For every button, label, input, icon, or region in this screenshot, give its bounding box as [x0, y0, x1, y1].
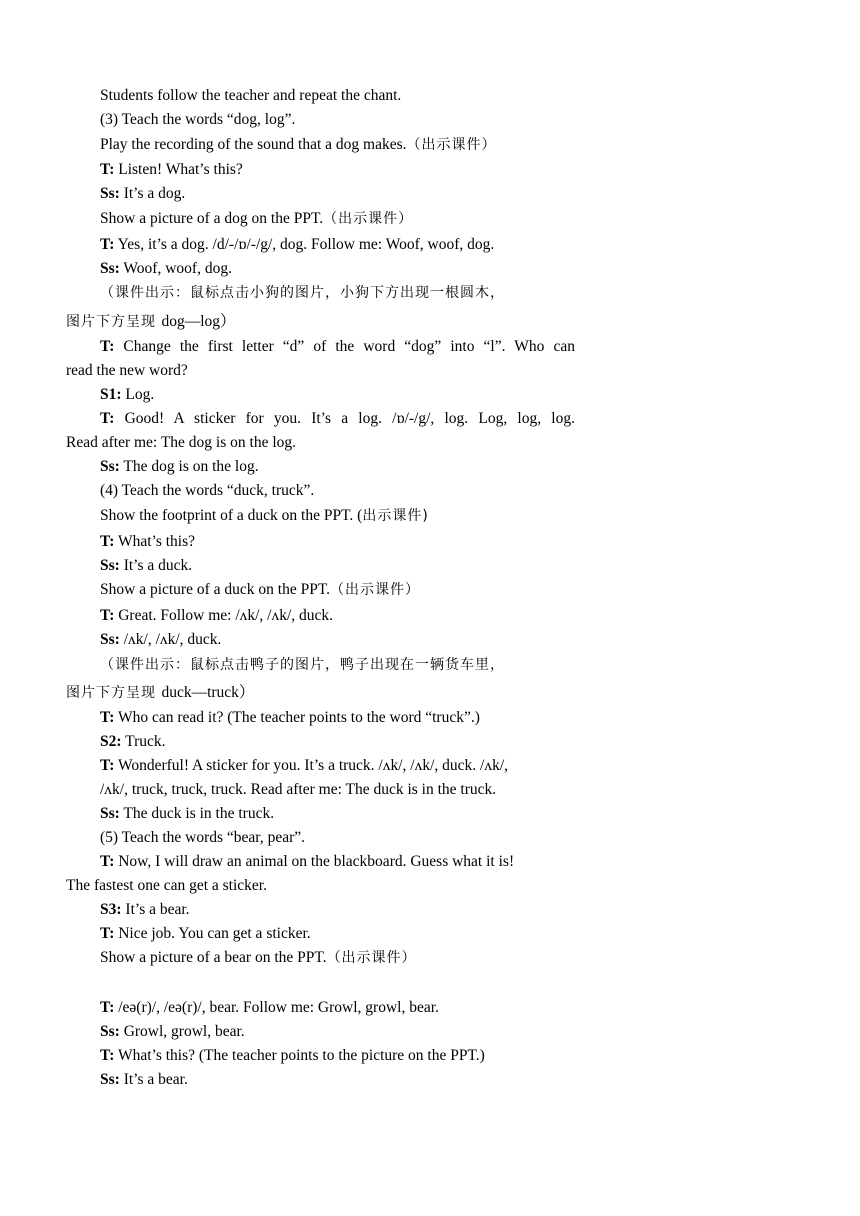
dialogue-line: T: Good! A sticker for you. It’s a log. /ɒ/-/g/, log. Log, log, log. [100, 410, 575, 427]
dialogue-line: T: What’s this? (The teacher points to the picture on the PPT.) [100, 1047, 485, 1064]
dialogue-line: S1: Log. [100, 386, 155, 403]
dialogue-line: T: Yes, it’s a dog. /d/-/ɒ/-/g/, dog. Follow me: Woof, woof, dog. [100, 236, 495, 253]
text-line: Show a picture of a bear on the PPT.（出示课件） [100, 949, 417, 966]
text-line: (5) Teach the words “bear, pear”. [100, 829, 305, 846]
dialogue-line: T: Who can read it? (The teacher points to the word “truck”.) [100, 709, 480, 726]
dialogue-line: Ss: It’s a dog. [100, 185, 186, 202]
dialogue-line: T: Change the first letter “d” of the word “dog” into “l”. Who can [100, 338, 575, 355]
dialogue-line: T: Listen! What’s this? [100, 161, 243, 178]
text-line: (3) Teach the words “dog, log”. [100, 111, 296, 128]
dialogue-line: T: /eə(r)/, /eə(r)/, bear. Follow me: Growl, growl, bear. [100, 999, 439, 1016]
text-line: Show a picture of a dog on the PPT.（出示课件） [100, 210, 414, 227]
dialogue-line: Ss: The duck is in the truck. [100, 805, 275, 822]
text-line: 图片下方呈现 duck—truck） [66, 684, 255, 701]
dialogue-line: T: Great. Follow me: /ʌk/, /ʌk/, duck. [100, 607, 334, 624]
text-line: read the new word? [66, 362, 188, 379]
text-line: Show a picture of a duck on the PPT.（出示课件） [100, 581, 421, 598]
dialogue-line: T: What’s this? [100, 533, 196, 550]
dialogue-line: Ss: It’s a duck. [100, 557, 193, 574]
dialogue-line: T: Now, I will draw an animal on the blackboard. Guess what it is! [100, 853, 515, 870]
text-line: 图片下方呈现 dog—log） [66, 313, 236, 330]
dialogue-line: Ss: The dog is on the log. [100, 458, 259, 475]
text-line: Read after me: The dog is on the log. [66, 434, 297, 451]
text-line: /ʌk/, truck, truck, truck. Read after me: The duck is in the truck. [100, 781, 497, 798]
dialogue-line: Ss: Woof, woof, dog. [100, 260, 232, 277]
text-line: （课件出示：鼠标点击鸭子的图片，鸭子出现在一辆货车里， [100, 657, 505, 673]
text-line: Show the footprint of a duck on the PPT. (出示课件) [100, 507, 429, 524]
text-line: The fastest one can get a sticker. [66, 877, 267, 894]
text-line: Students follow the teacher and repeat the chant. [100, 87, 402, 104]
dialogue-line: S3: It’s a bear. [100, 901, 190, 918]
text-line: (4) Teach the words “duck, truck”. [100, 482, 315, 499]
dialogue-line: Ss: It’s a bear. [100, 1071, 188, 1088]
dialogue-line: T: Nice job. You can get a sticker. [100, 925, 311, 942]
dialogue-line: S2: Truck. [100, 733, 166, 750]
dialogue-line: Ss: Growl, growl, bear. [100, 1023, 245, 1040]
dialogue-line: T: Wonderful! A sticker for you. It’s a truck. /ʌk/, /ʌk/, duck. /ʌk/, [100, 757, 509, 774]
text-line: （课件出示：鼠标点击小狗的图片，小狗下方出现一根圆木， [100, 285, 505, 301]
text-line: Play the recording of the sound that a dog makes.（出示课件） [100, 136, 497, 153]
dialogue-line: Ss: /ʌk/, /ʌk/, duck. [100, 631, 222, 648]
